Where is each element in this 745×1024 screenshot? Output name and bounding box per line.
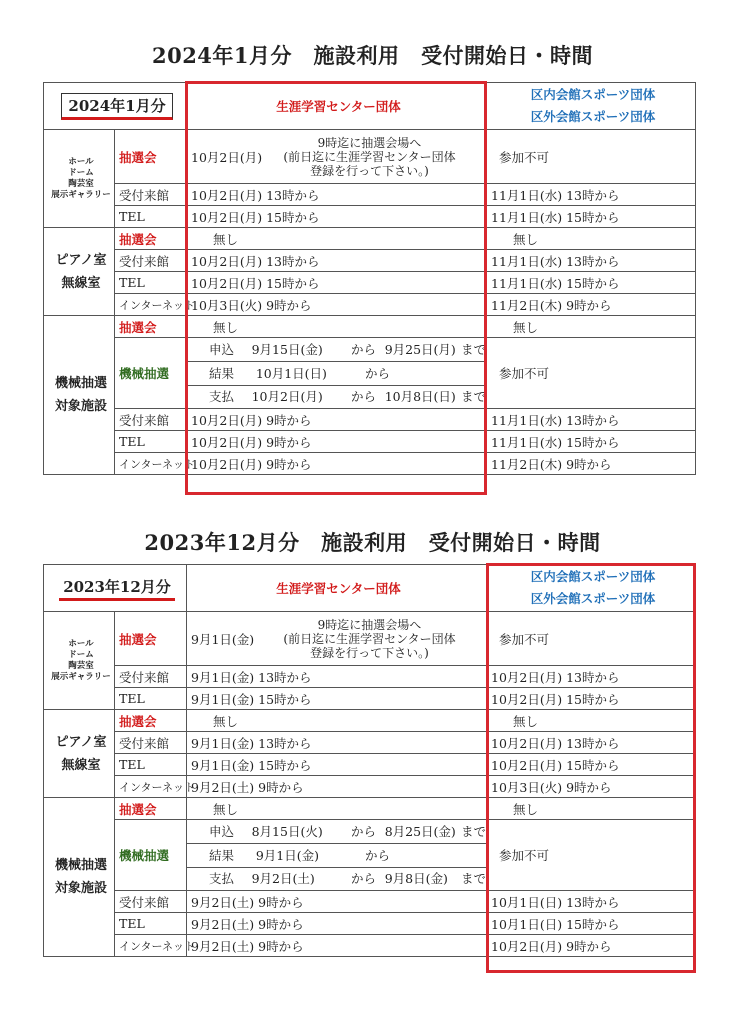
text-label: まで [461, 871, 487, 886]
machine-lottery-cell [187, 820, 487, 891]
text-label: 登録を行って下さい。) [310, 645, 429, 660]
table-header-row [44, 565, 696, 612]
table-row [44, 891, 696, 913]
table-cell: 11月1日(水) 13時から [487, 409, 696, 431]
text-label: まで [461, 342, 487, 357]
table-cell: 10月2日(月) 9時から [187, 431, 487, 453]
text-label: ホール [68, 638, 94, 649]
table-row [44, 666, 696, 688]
table-cell: 9月2日(土) 9時から [187, 891, 487, 913]
table-cell: 参加不可 [487, 338, 696, 409]
table-row [44, 316, 696, 338]
table-cell: 10月2日(月) 15時から [187, 206, 487, 228]
table-row [44, 228, 696, 250]
text-label: ドーム [68, 167, 94, 178]
table-cell: 機械抽選 [115, 820, 187, 891]
text-label: 9時迄に抽選会場へ [317, 135, 422, 150]
category-piano [44, 228, 115, 316]
table-cell: 10月2日(月) 13時から [187, 250, 487, 272]
table-cell: 10月2日(月) 15時から [487, 688, 696, 710]
table-cell: 11月2日(木) 9時から [487, 453, 696, 475]
table-cell: TEL [115, 272, 187, 294]
category-hall [44, 130, 115, 228]
section-title: 2023年12月分 施設利用 受付開始日・時間 [144, 530, 601, 555]
table-cell: 11月1日(水) 15時から [487, 206, 696, 228]
text-label: 支払 [209, 871, 235, 886]
text-label: (前日迄に生涯学習センター団体 [283, 631, 456, 646]
text-label: ドーム [68, 649, 94, 660]
table-cell: 10月2日(月) 13時から [187, 184, 487, 206]
table-header-row [44, 83, 696, 130]
table-row [44, 820, 696, 891]
table-cell: 11月1日(水) 13時から [487, 250, 696, 272]
table-row [44, 688, 696, 710]
table-row [44, 913, 696, 935]
table-cell: 抽選会 [115, 228, 187, 250]
text-label: 無線室 [61, 757, 101, 773]
table-row [44, 612, 696, 666]
lottery-cell [187, 612, 487, 666]
text-label: 9月2日(土) [251, 871, 315, 886]
text-label: 申込 [209, 342, 235, 357]
table-row [44, 776, 696, 798]
text-label: 展示ギャラリー [51, 189, 111, 200]
text-label: から [350, 342, 376, 357]
text-label: 対象施設 [54, 881, 107, 896]
text-label: 陶芸室 [68, 178, 94, 189]
text-label: 区外会館スポーツ団体 [530, 109, 656, 124]
machine-lottery-cell [187, 338, 487, 409]
text-label: ピアノ室 [55, 252, 107, 268]
month-label: 2023年12月分 [59, 576, 175, 601]
right-header [487, 565, 696, 612]
text-label: 支払 [209, 389, 235, 404]
table-cell: TEL [115, 688, 187, 710]
table-cell: 無し [187, 316, 487, 338]
table-row [44, 431, 696, 453]
table-row [44, 935, 696, 957]
table-cell: 機械抽選 [115, 338, 187, 409]
table-row [44, 130, 696, 184]
month-label: 2024年1月分 [61, 93, 172, 120]
text-label: 10月2日(月) [191, 149, 263, 165]
text-label: まで [461, 824, 487, 839]
table-row [44, 272, 696, 294]
category-hall [44, 612, 115, 710]
text-label: 9月1日(金) [191, 631, 255, 647]
text-label [402, 362, 486, 385]
text-label: から [350, 824, 376, 839]
table-cell: 無し [187, 710, 487, 732]
text-label: 対象施設 [54, 399, 107, 414]
category-piano [44, 710, 115, 798]
right-cell: 参加不可 [487, 130, 696, 184]
text-label: 無線室 [61, 275, 101, 291]
table-cell: インターネット [115, 776, 187, 798]
table-cell: 無し [487, 228, 696, 250]
text-label: 陶芸室 [68, 660, 94, 671]
table-cell: 無し [487, 798, 696, 820]
table-cell: 受付来館 [115, 732, 187, 754]
text-label: 機械抽選 [54, 376, 107, 391]
table-cell: 10月3日(火) 9時から [487, 776, 696, 798]
table-cell: 受付来館 [115, 666, 187, 688]
text-label: 9月15日(金) [251, 342, 323, 357]
text-label: 結果 [209, 848, 235, 863]
table-cell: 受付来館 [115, 250, 187, 272]
table-row [44, 732, 696, 754]
table-row [44, 798, 696, 820]
category-machine [44, 798, 115, 957]
schedule-table [43, 564, 696, 957]
table-cell: 11月1日(水) 13時から [487, 184, 696, 206]
text-label: 区外会館スポーツ団体 [530, 591, 656, 606]
text-label: から [350, 871, 376, 886]
text-label: ピアノ室 [55, 734, 107, 750]
table-cell: 受付来館 [115, 184, 187, 206]
text-label: 10月1日(日) [255, 366, 327, 381]
text-label: 申込 [209, 824, 235, 839]
text-label: 10月8日(日) [384, 389, 456, 404]
table-cell: 9月2日(土) 9時から [187, 776, 487, 798]
table-cell: 無し [487, 316, 696, 338]
text-label: 生涯学習センター団体 [276, 99, 401, 114]
table-cell: 受付来館 [115, 409, 187, 431]
table-cell: 抽選会 [115, 710, 187, 732]
text-label: 生涯学習センター団体 [276, 581, 401, 596]
table-cell: 9月1日(金) 13時から [187, 666, 487, 688]
table-cell: 10月2日(月) 9時から [487, 935, 696, 957]
table-cell: 抽選会 [115, 798, 187, 820]
text-label: 結果 [209, 366, 235, 381]
table-cell: TEL [115, 913, 187, 935]
table-cell: 10月1日(日) 13時から [487, 891, 696, 913]
text-label: ホール [68, 156, 94, 167]
month-label-cell [44, 83, 187, 130]
table-row [44, 754, 696, 776]
table-cell: 9月1日(金) 13時から [187, 732, 487, 754]
text-label: から [365, 366, 391, 381]
table-cell: 抽選会 [115, 316, 187, 338]
table-cell: 9月2日(土) 9時から [187, 913, 487, 935]
table-row [44, 206, 696, 228]
table-cell: 10月2日(月) 13時から [487, 732, 696, 754]
table-cell: 10月1日(日) 15時から [487, 913, 696, 935]
right-header [487, 83, 696, 130]
lottery-cell [187, 130, 487, 184]
table-row [44, 338, 696, 409]
table-cell: 10月3日(火) 9時から [187, 294, 487, 316]
table-row [44, 184, 696, 206]
table-cell: 参加不可 [487, 612, 696, 666]
center-header [187, 83, 487, 130]
table-cell: 10月2日(月) 15時から [487, 754, 696, 776]
text-label: 9月1日(金) [255, 848, 319, 863]
table-cell: 無し [487, 710, 696, 732]
table-cell: 無し [187, 798, 487, 820]
table-cell: 10月2日(月) 9時から [187, 453, 487, 475]
table-cell: 11月1日(水) 15時から [487, 431, 696, 453]
category-machine [44, 316, 115, 475]
text-label: 9時迄に抽選会場へ [317, 617, 422, 632]
text-label: 区内会館スポーツ団体 [530, 87, 656, 102]
table-cell: 10月2日(月) 9時から [187, 409, 487, 431]
text-label: 8月25日(金) [384, 824, 456, 839]
table-cell: TEL [115, 431, 187, 453]
table-cell: 10月2日(月) 13時から [487, 666, 696, 688]
table-cell: 無し [187, 228, 487, 250]
table-row [44, 250, 696, 272]
section-title: 2024年1月分 施設利用 受付開始日・時間 [151, 43, 594, 68]
table-row [44, 294, 696, 316]
text-label: 9月25日(月) [384, 342, 456, 357]
month-label-cell [44, 565, 187, 612]
text-label: まで [461, 389, 487, 404]
table-cell: 9月1日(金) 15時から [187, 688, 487, 710]
center-header [187, 565, 487, 612]
text-label: (前日迄に生涯学習センター団体 [283, 149, 456, 164]
text-label: 登録を行って下さい。) [310, 163, 429, 178]
text-label: 9月8日(金) [384, 871, 448, 886]
table-cell: 9月2日(土) 9時から [187, 935, 487, 957]
table-cell: TEL [115, 754, 187, 776]
row-label-lottery: 抽選会 [115, 130, 187, 184]
text-label: 機械抽選 [54, 858, 107, 873]
table-cell: インターネット [115, 294, 187, 316]
table-cell: 11月2日(木) 9時から [487, 294, 696, 316]
table-cell: インターネット [115, 453, 187, 475]
text-label: から [350, 389, 376, 404]
table-row [44, 453, 696, 475]
text-label: 8月15日(火) [251, 824, 323, 839]
table-cell: 10月2日(月) 15時から [187, 272, 487, 294]
table-cell: 受付来館 [115, 891, 187, 913]
table-cell: 9月1日(金) 15時から [187, 754, 487, 776]
text-label: 10月2日(月) [251, 389, 323, 404]
text-label: 展示ギャラリー [51, 671, 111, 682]
text-label: から [365, 848, 391, 863]
schedule-table [43, 82, 696, 475]
table-cell: TEL [115, 206, 187, 228]
text-label [402, 844, 486, 867]
table-cell: 11月1日(水) 15時から [487, 272, 696, 294]
table-cell: 抽選会 [115, 612, 187, 666]
table-cell: インターネット [115, 935, 187, 957]
table-row [44, 409, 696, 431]
text-label: 区内会館スポーツ団体 [530, 569, 656, 584]
table-row [44, 710, 696, 732]
table-cell: 参加不可 [487, 820, 696, 891]
